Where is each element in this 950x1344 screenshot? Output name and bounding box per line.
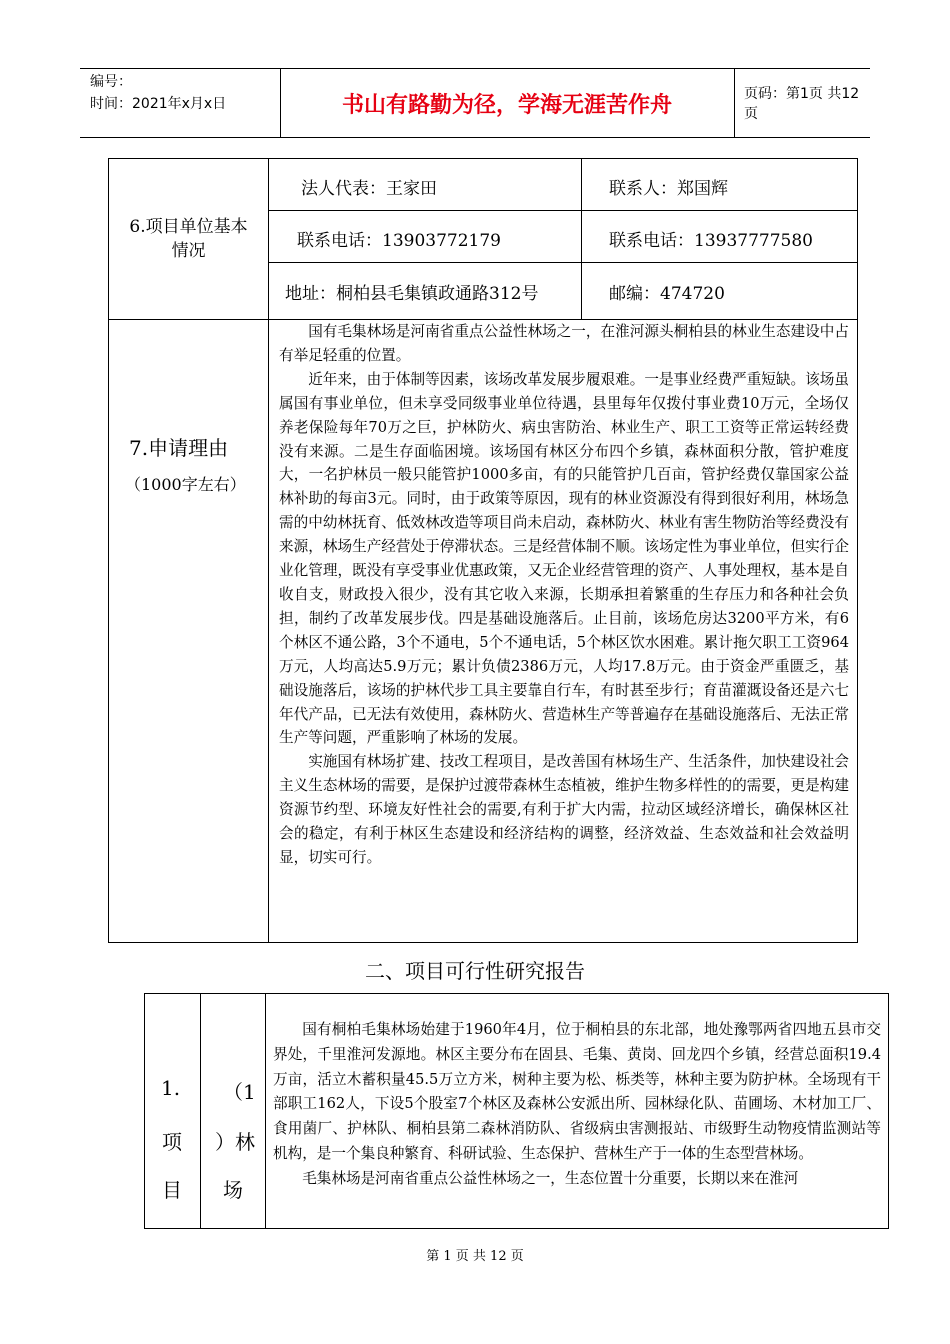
report-col1-line3: 目 xyxy=(162,1178,182,1202)
doc-time-label: 时间：2021年x月x日 xyxy=(90,96,227,112)
address: 地址：桐柏县毛集镇政通路312号 xyxy=(285,284,539,304)
section7-paragraph: 近年来，由于体制等因素，该场改革发展步履艰难。一是事业经费严重短缺。该场虽属国有事业单位，但未享受同级事业单位待遇，县里每年仅拨付事业费10万元，全场仅养老保险每年70万之巨，护林防火、病虫害防治、林业生产、职工工资等正常运转经费没有来源。二是生存面临困境。该场国有林区分布四个乡镇，森林面积分散，管护难度大，一名护林员一般只能管护1000多亩，有的只能管护几百亩，管护经费仅靠国家公益林补助的每亩3元。同时，由于政策等原因，现有的林业资源没有得到很好利用，林场急需的中幼林抚育、低效林改造等项目尚未启动，森林防火、林业有害生物防治等经费没有来源，林场生产经营处于停滞状态。三是经营体制不顺。该场定性为事业单位，但实行企业化管理，既没有享受事业优惠政策，又无企业经营管理的资产、人事处理权，基本是自收自支，财政投入很少，没有其它收入来源，长期承担着繁重的生存压力和各种社会负担，制约了改革发展步伐。四是基础设施落后。止目前，该场危房达3200平方米，有6个林区不通公路，3个不通电，5个不通电话，5个林区饮水困难。累计拖欠职工工资964万元，人均高达5.9万元；累计负债2386万元，人均17.8万元。由于资金严重匮乏，基础设施落后，该场的护林代步工具主要靠自行车，有时甚至步行；育苗灌溉设备还是六七年代产品，已无法有效使用，森林防火、营造林生产等普遍存在基础设施落后、无法正常生产等问题，严重影响了林场的发展。 xyxy=(279,370,849,747)
section6-title: 6.项目单位基本情况 xyxy=(129,217,248,261)
contact-person: 联系人：郑国辉 xyxy=(609,179,728,199)
section7-paragraph: 国有毛集林场是河南省重点公益性林场之一，在淮河源头桐柏县的林业生态建设中占有举足轻重的位置。 xyxy=(279,323,849,364)
page-footer: 第 1 页 共 12 页 xyxy=(426,1249,524,1264)
header-motto: 书山有路勤为径，学海无涯苦作舟 xyxy=(280,69,735,137)
report-heading: 二、项目可行性研究报告 xyxy=(365,959,585,983)
report-table xyxy=(144,993,889,1229)
report-col2-line2: ）林 xyxy=(215,1130,255,1154)
legal-rep: 法人代表：王家田 xyxy=(301,179,437,199)
section7-subtitle: （1000字左右） xyxy=(125,475,246,494)
report-paragraph: 毛集林场是河南省重点公益性林场之一，生态位置十分重要，长期以来在淮河 xyxy=(302,1169,799,1187)
page-header xyxy=(80,68,870,138)
report-col1-line1: 1. xyxy=(161,1076,181,1100)
section7-paragraph: 实施国有林场扩建、技改工程项目，是改善国有林场生产、生活条件，加快建设社会主义生态林场的需要，是保护过渡带森林生态植被，维护生物多样性的的需要，更是构建资源节约型、环境友好性社会的需要,有利于扩大内需，拉动区域经济增长，确保林区社会的稳定，有利于林区生态建设和经济结构的调整，经济效益、生态效益和社会效益明显，切实可行。 xyxy=(279,753,849,866)
report-col2-line1: （1 xyxy=(223,1080,256,1104)
report-paragraph: 国有桐柏毛集林场始建于1960年4月，位于桐柏县的东北部，地处豫鄂两省四地五县市交界处，千里淮河发源地。林区主要分布在固县、毛集、黄岗、回龙四个乡镇，经营总面积19.4万亩，活立木蓄积量45.5万立方米，树种主要为松、栎类等，林种主要为防护林。全场现有干部职工162人，下设5个股室7个林区及森林公安派出所、园林绿化队、苗圃场、木材加工厂、食用菌厂、护林队、桐柏县第二森林消防队、省级病虫害测报站、市级野生动物疫情监测站等机构，是一个集良种繁育、科研试验、生态保护、营林生产于一体的生态型营林场。 xyxy=(273,1021,881,1162)
phone-2: 联系电话：13937777580 xyxy=(609,231,813,251)
phone-1: 联系电话：13903772179 xyxy=(297,231,501,251)
report-body xyxy=(273,1018,881,1228)
report-col1-line2: 项 xyxy=(162,1130,182,1154)
doc-number-label: 编号： xyxy=(90,74,132,90)
section6-table xyxy=(108,158,858,320)
report-col2-line3: 场 xyxy=(223,1178,243,1202)
header-meta xyxy=(80,69,281,137)
section7-title: 7.申请理由 xyxy=(129,436,229,460)
section7-body xyxy=(279,320,849,870)
postcode: 邮编：474720 xyxy=(609,284,725,304)
header-page-info: 页码：第1页 共12页 xyxy=(744,86,860,122)
section7-table xyxy=(108,319,858,943)
